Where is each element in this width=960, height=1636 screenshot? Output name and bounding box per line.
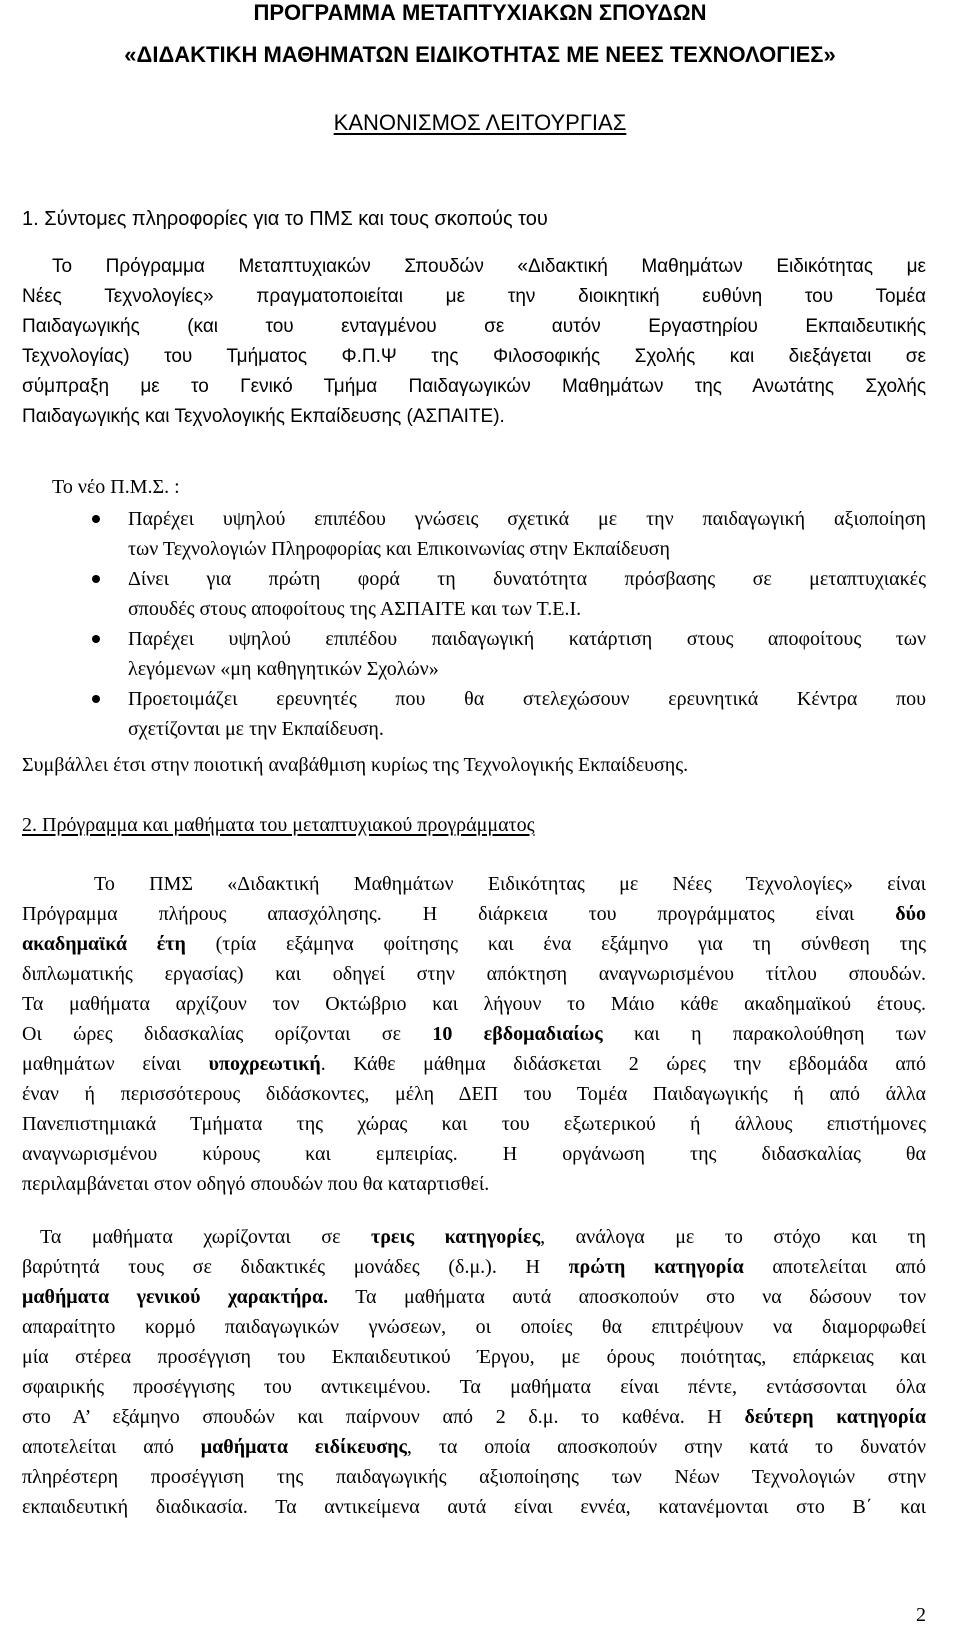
paragraph-line: αναγνωρισμένου κύρους και εμπειρίας. Η οργάνωση της διδασκαλίας θα (22, 1143, 926, 1165)
list-item-line: σχετίζονται με την Εκπαίδευση. (128, 718, 384, 740)
paragraph-line: Το Πρόγραμμα Μεταπτυχιακών Σπουδών «Διδακτική Μαθημάτων Ειδικότητας με (52, 256, 926, 277)
text-run: Τα μαθήματα αυτά αποσκοπούν στο να δώσουν τον (328, 1286, 926, 1308)
text-run: αποτελείται από (743, 1256, 926, 1278)
page-number: 2 (916, 1604, 926, 1626)
bold-run: δεύτερη κατηγορία (744, 1406, 926, 1428)
bold-run: μαθήματα ειδίκευσης (200, 1436, 407, 1458)
text-run: Πρόγραμμα πλήρους απασχόλησης. Η διάρκεια του προγράμματος είναι (22, 903, 896, 925)
program-title: ΠΡΟΓΡΑΜΜΑ ΜΕΤΑΠΤΥΧΙΑΚΩΝ ΣΠΟΥΔΩΝ (253, 0, 707, 25)
paragraph-line: Το ΠΜΣ «Διδακτική Μαθημάτων Ειδικότητας με Νέες Τεχνολογίες» είναι (94, 873, 926, 895)
paragraph-line: Τα μαθήματα αρχίζουν τον Οκτώβριο και λήγουν το Μάιο κάθε ακαδημαϊκού έτους. (22, 993, 926, 1015)
section2-heading: 2. Πρόγραμμα και μαθήματα του μεταπτυχιακού προγράμματος (22, 814, 535, 836)
list-item (22, 684, 926, 744)
section1-heading: 1. Σύντομες πληροφορίες για το ΠΜΣ και τους σκοπούς του (22, 208, 548, 230)
text-run: αποτελείται από (22, 1436, 201, 1458)
text-run: βαρύτητά τους σε διδακτικές μονάδες (δ.μ.). Η (22, 1256, 569, 1278)
paragraph-line: Παιδαγωγικής (και του ενταγμένου σε αυτόν Εργαστηρίου Εκπαιδευτικής (22, 316, 926, 337)
paragraph-line: Παιδαγωγικής και Τεχνολογικής Εκπαίδευσης (ΑΣΠΑΙΤΕ). (22, 406, 505, 427)
paragraph-line: εκπαιδευτική διαδικασία. Τα αντικείμενα αυτά είναι εννέα, κατανέμονται στο Β΄ και (22, 1496, 926, 1518)
text-run: μαθημάτων είναι (22, 1053, 209, 1075)
text-run: Τα μαθήματα χωρίζονται σε (40, 1226, 371, 1248)
paragraph-line: Τεχνολογίας) του Τμήματος Φ.Π.Ψ της Φιλοσοφικής Σχολής και διεξάγεται σε (22, 346, 926, 367)
paragraph-line: Νέες Τεχνολογίες» πραγματοποιείται με την διοικητική ευθύνη του Τομέα (22, 286, 926, 307)
bold-run: υποχρεωτική (208, 1053, 321, 1075)
text-run: , τα οποία αποσκοπούν στην κατά το δυνατόν (406, 1436, 926, 1458)
bold-run: ακαδημαϊκά έτη (22, 933, 186, 955)
bold-run: πρώτη κατηγορία (568, 1256, 744, 1278)
paragraph-line: σφαιρικής προσέγγισης του αντικειμένου. Τα μαθήματα είναι πέντε, εντάσσονται όλα (22, 1376, 926, 1398)
list-item (22, 564, 926, 624)
program-goals-list (22, 504, 926, 744)
list-item (22, 504, 926, 564)
paragraph-line (22, 1432, 926, 1462)
text-run: , ανάλογα με το στόχο και τη (540, 1226, 926, 1248)
paragraph-line: έναν ή περισσότερους διδάσκοντες, μέλη ΔΕΠ του Τομέα Παιδαγωγικής ή από άλλα (22, 1083, 926, 1105)
list-item-line: Προετοιμάζει ερευνητές που θα στελεχώσουν ερευνητικά Κέντρα που (128, 688, 926, 710)
paragraph-line: περιλαμβάνεται στον οδηγό σπουδών που θα καταρτισθεί. (22, 1173, 490, 1195)
list-item-line: λεγόμενων «μη καθηγητικών Σχολών» (128, 658, 439, 680)
bullet-icon (92, 635, 100, 643)
paragraph-line (22, 1019, 926, 1049)
text-run: . Κάθε μάθημα διδάσκεται 2 ώρες την εβδομάδα από (320, 1053, 927, 1075)
text-run: (τρία εξάμηνα φοίτησης και ένα εξάμηνο για τη σύνθεση της (185, 933, 926, 955)
paragraph-line: πληρέστερη προσέγγιση της παιδαγωγικής αξιοποίησης των Νέων Τεχνολογιών στην (22, 1466, 926, 1488)
bold-run: τρεις κατηγορίες (371, 1226, 541, 1248)
paragraph-line (22, 1282, 926, 1312)
list-item-line: σπουδές στους αποφοίτους της ΑΣΠΑΙΤΕ και των Τ.Ε.Ι. (128, 598, 582, 620)
program-intro: Το νέο Π.Μ.Σ. : (52, 476, 180, 498)
section2-paragraph1 (22, 869, 926, 1199)
program-subtitle: «ΔΙΔΑΚΤΙΚΗ ΜΑΘΗΜΑΤΩΝ ΕΙΔΙΚΟΤΗΤΑΣ ΜΕ ΝΕΕΣ ΤΕΧΝΟΛΟΓΙΕΣ» (124, 42, 836, 67)
text-run: και η παρακολούθηση των (602, 1023, 926, 1045)
bold-run: δύο (895, 903, 926, 925)
paragraph-line: μία στέρεα προσέγγιση του Εκπαιδευτικού Έργου, με όρους ποιότητας, επάρκειας και (22, 1346, 926, 1368)
bullet-icon (92, 515, 100, 523)
list-item-line: Δίνει για πρώτη φορά τη δυνατότητα πρόσβασης σε μεταπτυχιακές (128, 568, 926, 590)
section2-paragraph2 (22, 1222, 926, 1522)
list-item (22, 624, 926, 684)
bold-run: 10 εβδομαδιαίως (432, 1023, 603, 1045)
text-run: Οι ώρες διδασκαλίας ορίζονται σε (22, 1023, 433, 1045)
list-item-line: των Τεχνολογιών Πληροφορίας και Επικοινωνίας στην Εκπαίδευση (128, 538, 670, 560)
section1-summary: Συμβάλλει έτσι στην ποιοτική αναβάθμιση κυρίως της Τεχνολογικής Εκπαίδευσης. (22, 754, 689, 776)
section1-paragraph (22, 252, 926, 432)
list-item-line: Παρέχει υψηλού επιπέδου γνώσεις σχετικά με την παιδαγωγική αξιοποίηση (128, 508, 926, 530)
paragraph-line (22, 899, 926, 929)
bullet-icon (92, 695, 100, 703)
paragraph-line: διπλωματικής εργασίας) και οδηγεί στην απόκτηση αναγνωρισμένου τίτλου σπουδών. (22, 963, 926, 985)
paragraph-line (22, 1049, 926, 1079)
text-run: στο Α’ εξάμηνο σπουδών και παίρνουν από 2 δ.μ. το καθένα. Η (22, 1406, 745, 1428)
regulation-title: ΚΑΝΟΝΙΣΜΟΣ ΛΕΙΤΟΥΡΓΙΑΣ (333, 110, 627, 135)
bold-run: μαθήματα γενικού χαρακτήρα. (22, 1286, 329, 1308)
list-item-line: Παρέχει υψηλού επιπέδου παιδαγωγική κατάρτιση στους αποφοίτους των (128, 628, 926, 650)
paragraph-line: σύμπραξη με το Γενικό Τμήμα Παιδαγωγικών Μαθημάτων της Ανωτάτης Σχολής (22, 376, 926, 397)
paragraph-line: απαραίτητο κορμό παιδαγωγικών γνώσεων, οι οποίες θα επιτρέψουν να διαμορφωθεί (22, 1316, 926, 1338)
paragraph-line: Πανεπιστημιακά Τμήματα της χώρας και του εξωτερικού ή άλλους επιστήμονες (22, 1113, 926, 1135)
bullet-icon (92, 575, 100, 583)
paragraph-line (22, 929, 926, 959)
paragraph-line (22, 1222, 926, 1252)
paragraph-line (22, 1402, 926, 1432)
paragraph-line (22, 1252, 926, 1282)
